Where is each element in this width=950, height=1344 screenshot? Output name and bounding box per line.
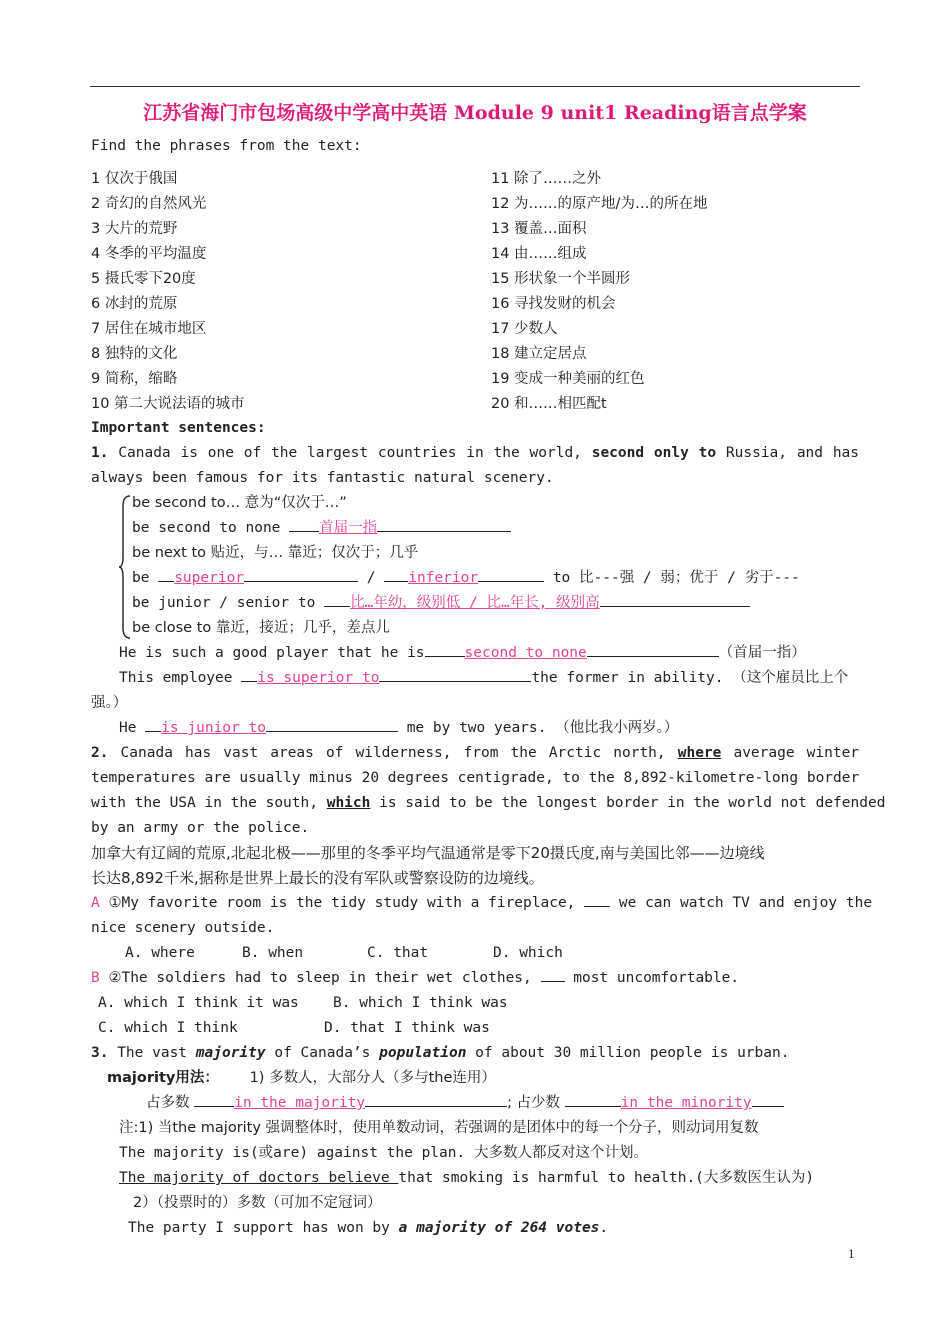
question-1-option-d: D. which bbox=[493, 945, 563, 961]
phrase-item: 18 建立定居点 bbox=[491, 346, 587, 362]
answer-key: A bbox=[91, 895, 100, 911]
phrase-item: 16 寻找发财的机会 bbox=[491, 296, 616, 312]
curly-brace-icon bbox=[118, 494, 132, 640]
majority-example-2: The majority of doctors believe that smoking is harmful to health.(大多数医生认为) bbox=[119, 1170, 815, 1186]
example-2-continued: 强。） bbox=[91, 695, 128, 711]
brace-item-4: be superior / inferior to 比---强 / 弱；优于 / 劣于--- bbox=[132, 566, 800, 591]
answer-text: in the minority bbox=[620, 1095, 752, 1111]
question-2-option-d: D. that I think was bbox=[324, 1020, 490, 1036]
example-1: He is such a good player that he is second to none （首届一指） bbox=[119, 641, 806, 666]
phrase-item: 15 形状象一个半圆形 bbox=[491, 271, 631, 287]
phrase-item: 4 冬季的平均温度 bbox=[91, 246, 207, 262]
sentence-2-translation-2: 长达8,892千米,据称是世界上最长的没有军队或警察设防的边境线。 bbox=[91, 869, 544, 887]
phrase-item: 9 简称，缩略 bbox=[91, 371, 178, 387]
find-heading: Find the phrases from the text: bbox=[91, 138, 362, 154]
sentence-2-translation-1: 加拿大有辽阔的荒原,北起北极——那里的冬季平均气温通常是零下20摄氏度,南与美国比邻——边境线 bbox=[91, 844, 765, 862]
page-title: 江苏省海门市包场高级中学高中英语 Module 9 unit1 Reading语言点学案 bbox=[143, 102, 807, 124]
question-1-line-1: A ①My favorite room is the tidy study with a fireplace, we can watch TV and enjoy the bbox=[91, 891, 859, 916]
keyword-majority: majority bbox=[195, 1045, 266, 1061]
answer-text: is junior to bbox=[161, 720, 266, 736]
phrase-item: 11 除了……之外 bbox=[491, 171, 602, 187]
phrase-item: 14 由……组成 bbox=[491, 246, 587, 262]
keyword-which: which bbox=[326, 795, 371, 811]
phrase-item: 17 少数人 bbox=[491, 321, 558, 337]
sentence-2-line-2: temperatures are usually minus 20 degrees centigrade, to the 8,892-kilometre-long border bbox=[91, 770, 860, 786]
brace-item-5: be junior / senior to 比…年幼，级别低 / 比…年长, 级别高 bbox=[132, 591, 750, 616]
question-2-line-1: B ②The soldiers had to sleep in their wet clothes, most uncomfortable. bbox=[91, 966, 739, 991]
answer-text: 比…年幼，级别低 / 比…年长, 级别高 bbox=[350, 595, 600, 611]
question-1-option-a: A. where bbox=[125, 945, 195, 961]
phrase-item: 7 居住在城市地区 bbox=[91, 321, 207, 337]
question-2-option-b: B. which I think was bbox=[333, 995, 508, 1011]
majority-example-3: The party I support has won by a majority of 264 votes. bbox=[128, 1220, 609, 1236]
answer-text: 首届一指 bbox=[319, 520, 378, 536]
header-rule bbox=[90, 86, 860, 87]
answer-text: in the majority bbox=[234, 1095, 366, 1111]
phrase-item: 2 奇幻的自然风光 bbox=[91, 196, 207, 212]
majority-usage-2: 2）（投票时的）多数（可加不定冠词） bbox=[133, 1195, 382, 1211]
phrase-item: 13 覆盖…面积 bbox=[491, 221, 587, 237]
sentence-1-line-2: always been famous for its fantastic natural scenery. bbox=[91, 470, 554, 486]
majority-minority-line: 占多数 in the majority ; 占少数 in the minority bbox=[146, 1091, 784, 1116]
keyword-where: where bbox=[677, 745, 722, 761]
answer-key: B bbox=[91, 970, 100, 986]
majority-heading: majority用法： bbox=[107, 1070, 219, 1086]
phrase-item: 12 为……的原产地/为…的所在地 bbox=[491, 196, 708, 212]
answer-text: is superior to bbox=[257, 670, 380, 686]
majority-example-1: The majority is(或are) against the plan. 大多数人都反对这个计划。 bbox=[119, 1145, 648, 1161]
example-3: He is junior to me by two years. （他比我小两岁。） bbox=[119, 716, 678, 741]
sentence-2-line-4: by an army or the police. bbox=[91, 820, 310, 836]
sentence-2-line-3: with the USA in the south, which is said to be the longest border in the world not defended bbox=[91, 795, 886, 811]
majority-usage-line: majority用法： 1) 多数人，大部分人（多与the连用） bbox=[107, 1070, 496, 1086]
phrase-item: 3 大片的荒野 bbox=[91, 221, 178, 237]
brace-item-2: be second to none 首届一指 bbox=[132, 516, 511, 541]
question-1-option-c: C. that bbox=[367, 945, 429, 961]
key-phrase: second only to bbox=[591, 445, 717, 461]
question-2-option-c: C. which I think bbox=[98, 1020, 238, 1036]
important-heading: Important sentences: bbox=[91, 420, 266, 436]
phrase-item: 19 变成一种美丽的红色 bbox=[491, 371, 645, 387]
brace-item-3: be next to 贴近，与… 靠近；仅次于；几乎 bbox=[132, 545, 419, 561]
answer-text: superior bbox=[174, 570, 245, 586]
phrase-item: 5 摄氏零下20度 bbox=[91, 271, 196, 287]
phrase-item: 6 冰封的荒原 bbox=[91, 296, 178, 312]
sentence-3: 3. The vast majority of Canada’s population of about 30 million people is urban. bbox=[91, 1045, 790, 1061]
sentence-1-line-1: 1. Canada is one of the largest countries in the world, second only to Russia, and has bbox=[91, 445, 860, 461]
phrase-item: 10 第二大说法语的城市 bbox=[91, 396, 245, 412]
phrase-item: 20 和……相匹配t bbox=[491, 396, 607, 412]
page-number: 1 bbox=[848, 1246, 855, 1261]
example-2: This employee is superior to the former in ability. （这个雇员比上个 bbox=[119, 666, 848, 691]
phrase-item: 1 仅次于俄国 bbox=[91, 171, 178, 187]
answer-text: second to none bbox=[464, 645, 587, 661]
brace-item-6: be close to 靠近，接近；几乎，差点儿 bbox=[132, 620, 390, 636]
question-1-line-2: nice scenery outside. bbox=[91, 920, 275, 936]
question-1-option-b: B. when bbox=[242, 945, 304, 961]
sentence-2-line-1: 2. Canada has vast areas of wilderness, from the Arctic north, where average winter bbox=[91, 745, 860, 761]
phrase-item: 8 独特的文化 bbox=[91, 346, 178, 362]
brace-item-1: be second to… 意为“仅次于…” bbox=[132, 495, 347, 511]
majority-note: 注:1) 当the majority 强调整体时，使用单数动词，若强调的是团体中的每一个分子，则动词用复数 bbox=[119, 1120, 759, 1136]
keyword-population: population bbox=[379, 1045, 467, 1061]
question-2-option-a: A. which I think it was bbox=[98, 995, 299, 1011]
answer-text: inferior bbox=[408, 570, 479, 586]
